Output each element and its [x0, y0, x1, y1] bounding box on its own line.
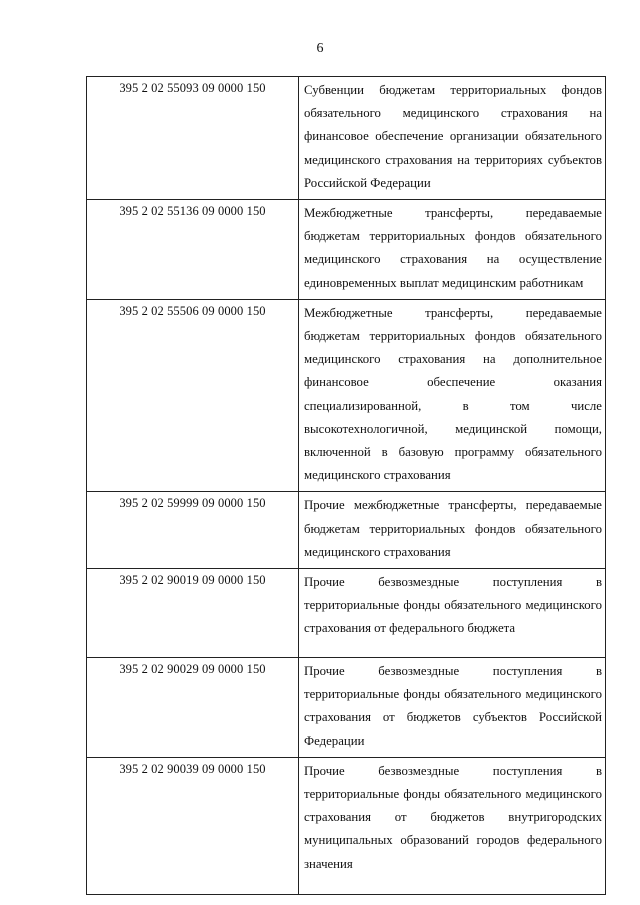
- table-row: [87, 299, 606, 492]
- description-cell: [299, 757, 606, 894]
- table-row: [87, 492, 606, 569]
- description: Прочие межбюджетные трансферты, передаваемые бюджетам территориальных фондов обязательного медицинского страхования: [304, 498, 602, 559]
- description: Прочие безвозмездные поступления в территориальные фонды обязательного медицинского страхования от бюджетов субъектов Российской Федерации: [304, 664, 602, 748]
- description-cell: [299, 492, 606, 569]
- description-cell: [299, 569, 606, 658]
- budget-code: 395 2 02 55506 09 0000 150: [87, 299, 299, 492]
- description-cell: [299, 299, 606, 492]
- table-row: [87, 569, 606, 658]
- description-cell: [299, 200, 606, 300]
- budget-code: 395 2 02 90029 09 0000 150: [87, 658, 299, 758]
- budget-code: 395 2 02 59999 09 0000 150: [87, 492, 299, 569]
- revenue-codes-table: [86, 76, 606, 895]
- table-row: [87, 757, 606, 894]
- table-row: [87, 77, 606, 200]
- description: Субвенции бюджетам территориальных фондов обязательного медицинского страхования на финансовое обеспечение организации обязательного медицинского страхования на территориях субъектов Российской Федерации: [304, 83, 602, 190]
- table-row: [87, 658, 606, 758]
- page-number: 6: [316, 41, 324, 56]
- budget-code: 395 2 02 55093 09 0000 150: [87, 77, 299, 200]
- budget-code: 395 2 02 90039 09 0000 150: [87, 757, 299, 894]
- description-cell: [299, 77, 606, 200]
- budget-code: 395 2 02 90019 09 0000 150: [87, 569, 299, 658]
- description: Межбюджетные трансферты, передаваемые бюджетам территориальных фондов обязательного медицинского страхования на дополнительное финансовое обеспечение оказания специализированной, в том числе высокотехнологичной, медицинской помощи, включенной в базовую программу обязательного медицинского страхования: [304, 305, 602, 483]
- description: Прочие безвозмездные поступления в территориальные фонды обязательного медицинского страхования от бюджетов внутригородских муниципальных образований городов федерального значения: [304, 763, 602, 871]
- description-cell: [299, 658, 606, 758]
- description: Прочие безвозмездные поступления в территориальные фонды обязательного медицинского страхования от федерального бюджета: [304, 575, 602, 636]
- description: Межбюджетные трансферты, передаваемые бюджетам территориальных фондов обязательного медицинского страхования на осуществление единовременных выплат медицинским работникам: [304, 206, 602, 290]
- table-row: [87, 200, 606, 300]
- budget-code: 395 2 02 55136 09 0000 150: [87, 200, 299, 300]
